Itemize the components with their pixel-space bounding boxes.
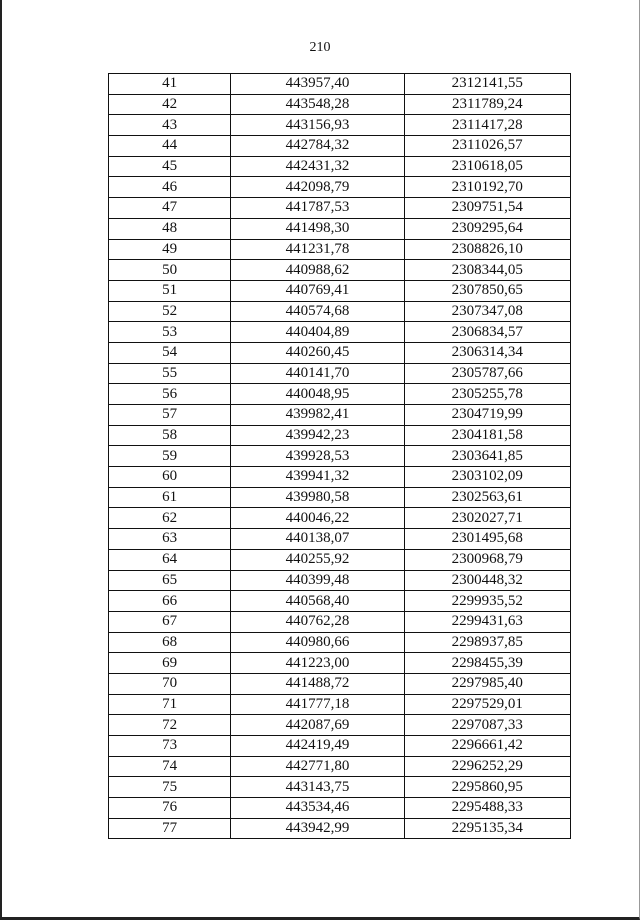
table-row: [109, 694, 571, 715]
x-coordinate-cell: 443548,28: [231, 94, 404, 115]
y-coordinate-cell: 2311789,24: [404, 94, 570, 115]
table-row: [109, 177, 571, 198]
x-coordinate-cell: 442419,49: [231, 736, 404, 757]
table-row: [109, 818, 571, 839]
table-row: [109, 777, 571, 798]
x-coordinate-cell: 440769,41: [231, 280, 404, 301]
y-coordinate-cell: 2301495,68: [404, 529, 570, 550]
x-coordinate-cell: 441498,30: [231, 218, 404, 239]
table-row: [109, 736, 571, 757]
x-coordinate-cell: 440141,70: [231, 363, 404, 384]
table-row: [109, 570, 571, 591]
x-coordinate-cell: 441777,18: [231, 694, 404, 715]
table-row: [109, 467, 571, 488]
y-coordinate-cell: 2306834,57: [404, 322, 570, 343]
x-coordinate-cell: 443143,75: [231, 777, 404, 798]
table-row: [109, 673, 571, 694]
point-number-cell: 64: [109, 549, 231, 570]
table-row: [109, 632, 571, 653]
table-row: [109, 198, 571, 219]
y-coordinate-cell: 2305787,66: [404, 363, 570, 384]
point-number-cell: 66: [109, 591, 231, 612]
point-number-cell: 60: [109, 467, 231, 488]
x-coordinate-cell: 440255,92: [231, 549, 404, 570]
point-number-cell: 57: [109, 405, 231, 426]
point-number-cell: 76: [109, 798, 231, 819]
y-coordinate-cell: 2303102,09: [404, 467, 570, 488]
table-row: [109, 363, 571, 384]
point-number-cell: 53: [109, 322, 231, 343]
y-coordinate-cell: 2300448,32: [404, 570, 570, 591]
table-row: [109, 487, 571, 508]
y-coordinate-cell: 2302027,71: [404, 508, 570, 529]
point-number-cell: 72: [109, 715, 231, 736]
point-number-cell: 77: [109, 818, 231, 839]
x-coordinate-cell: 440568,40: [231, 591, 404, 612]
table-row: [109, 384, 571, 405]
point-number-cell: 59: [109, 446, 231, 467]
y-coordinate-cell: 2312141,55: [404, 74, 570, 95]
x-coordinate-cell: 442784,32: [231, 136, 404, 157]
y-coordinate-cell: 2296252,29: [404, 756, 570, 777]
x-coordinate-cell: 442771,80: [231, 756, 404, 777]
x-coordinate-cell: 442098,79: [231, 177, 404, 198]
x-coordinate-cell: 443534,46: [231, 798, 404, 819]
table-row: [109, 425, 571, 446]
y-coordinate-cell: 2299935,52: [404, 591, 570, 612]
point-number-cell: 44: [109, 136, 231, 157]
point-number-cell: 46: [109, 177, 231, 198]
x-coordinate-cell: 440048,95: [231, 384, 404, 405]
x-coordinate-cell: 441787,53: [231, 198, 404, 219]
y-coordinate-cell: 2297087,33: [404, 715, 570, 736]
y-coordinate-cell: 2309295,64: [404, 218, 570, 239]
point-number-cell: 68: [109, 632, 231, 653]
point-number-cell: 70: [109, 673, 231, 694]
y-coordinate-cell: 2310618,05: [404, 156, 570, 177]
table-row: [109, 611, 571, 632]
point-number-cell: 69: [109, 653, 231, 674]
y-coordinate-cell: 2304181,58: [404, 425, 570, 446]
x-coordinate-cell: 440404,89: [231, 322, 404, 343]
x-coordinate-cell: 441223,00: [231, 653, 404, 674]
point-number-cell: 75: [109, 777, 231, 798]
point-number-cell: 49: [109, 239, 231, 260]
table-row: [109, 218, 571, 239]
x-coordinate-cell: 439941,32: [231, 467, 404, 488]
point-number-cell: 73: [109, 736, 231, 757]
x-coordinate-cell: 440988,62: [231, 260, 404, 281]
table-row: [109, 798, 571, 819]
point-number-cell: 51: [109, 280, 231, 301]
table-row: [109, 653, 571, 674]
table-row: [109, 301, 571, 322]
point-number-cell: 52: [109, 301, 231, 322]
y-coordinate-cell: 2302563,61: [404, 487, 570, 508]
table-row: [109, 715, 571, 736]
table-row: [109, 260, 571, 281]
table-row: [109, 115, 571, 136]
table-row: [109, 549, 571, 570]
point-number-cell: 54: [109, 342, 231, 363]
point-number-cell: 41: [109, 74, 231, 95]
y-coordinate-cell: 2295135,34: [404, 818, 570, 839]
point-number-cell: 50: [109, 260, 231, 281]
point-number-cell: 63: [109, 529, 231, 550]
y-coordinate-cell: 2308344,05: [404, 260, 570, 281]
y-coordinate-cell: 2308826,10: [404, 239, 570, 260]
table-row: [109, 280, 571, 301]
table-row: [109, 591, 571, 612]
y-coordinate-cell: 2297985,40: [404, 673, 570, 694]
y-coordinate-cell: 2310192,70: [404, 177, 570, 198]
point-number-cell: 58: [109, 425, 231, 446]
point-number-cell: 56: [109, 384, 231, 405]
table-row: [109, 508, 571, 529]
y-coordinate-cell: 2306314,34: [404, 342, 570, 363]
table-row: [109, 405, 571, 426]
y-coordinate-cell: 2300968,79: [404, 549, 570, 570]
table-row: [109, 446, 571, 467]
y-coordinate-cell: 2303641,85: [404, 446, 570, 467]
x-coordinate-cell: 442431,32: [231, 156, 404, 177]
y-coordinate-cell: 2295488,33: [404, 798, 570, 819]
point-number-cell: 71: [109, 694, 231, 715]
table-row: [109, 136, 571, 157]
table-row: [109, 322, 571, 343]
x-coordinate-cell: 440046,22: [231, 508, 404, 529]
table-row: [109, 529, 571, 550]
y-coordinate-cell: 2295860,95: [404, 777, 570, 798]
x-coordinate-cell: 443156,93: [231, 115, 404, 136]
x-coordinate-cell: 440138,07: [231, 529, 404, 550]
x-coordinate-cell: 442087,69: [231, 715, 404, 736]
x-coordinate-cell: 440574,68: [231, 301, 404, 322]
x-coordinate-cell: 440980,66: [231, 632, 404, 653]
point-number-cell: 62: [109, 508, 231, 529]
point-number-cell: 47: [109, 198, 231, 219]
y-coordinate-cell: 2299431,63: [404, 611, 570, 632]
x-coordinate-cell: 439982,41: [231, 405, 404, 426]
table-row: [109, 239, 571, 260]
y-coordinate-cell: 2307850,65: [404, 280, 570, 301]
y-coordinate-cell: 2298455,39: [404, 653, 570, 674]
page-number: 210: [309, 40, 331, 55]
x-coordinate-cell: 443957,40: [231, 74, 404, 95]
x-coordinate-cell: 440399,48: [231, 570, 404, 591]
point-number-cell: 67: [109, 611, 231, 632]
x-coordinate-cell: 439942,23: [231, 425, 404, 446]
x-coordinate-cell: 440260,45: [231, 342, 404, 363]
y-coordinate-cell: 2309751,54: [404, 198, 570, 219]
y-coordinate-cell: 2311417,28: [404, 115, 570, 136]
y-coordinate-cell: 2298937,85: [404, 632, 570, 653]
table-row: [109, 342, 571, 363]
x-coordinate-cell: 439980,58: [231, 487, 404, 508]
y-coordinate-cell: 2311026,57: [404, 136, 570, 157]
x-coordinate-cell: 441488,72: [231, 673, 404, 694]
y-coordinate-cell: 2304719,99: [404, 405, 570, 426]
point-number-cell: 55: [109, 363, 231, 384]
table-row: [109, 156, 571, 177]
y-coordinate-cell: 2297529,01: [404, 694, 570, 715]
point-number-cell: 42: [109, 94, 231, 115]
table-row: [109, 94, 571, 115]
coordinates-table-body: [109, 74, 571, 839]
x-coordinate-cell: 441231,78: [231, 239, 404, 260]
coordinates-table: [108, 73, 571, 839]
y-coordinate-cell: 2307347,08: [404, 301, 570, 322]
y-coordinate-cell: 2296661,42: [404, 736, 570, 757]
table-row: [109, 756, 571, 777]
point-number-cell: 43: [109, 115, 231, 136]
point-number-cell: 45: [109, 156, 231, 177]
point-number-cell: 65: [109, 570, 231, 591]
x-coordinate-cell: 440762,28: [231, 611, 404, 632]
y-coordinate-cell: 2305255,78: [404, 384, 570, 405]
point-number-cell: 61: [109, 487, 231, 508]
table-row: [109, 74, 571, 95]
x-coordinate-cell: 443942,99: [231, 818, 404, 839]
point-number-cell: 48: [109, 218, 231, 239]
point-number-cell: 74: [109, 756, 231, 777]
x-coordinate-cell: 439928,53: [231, 446, 404, 467]
